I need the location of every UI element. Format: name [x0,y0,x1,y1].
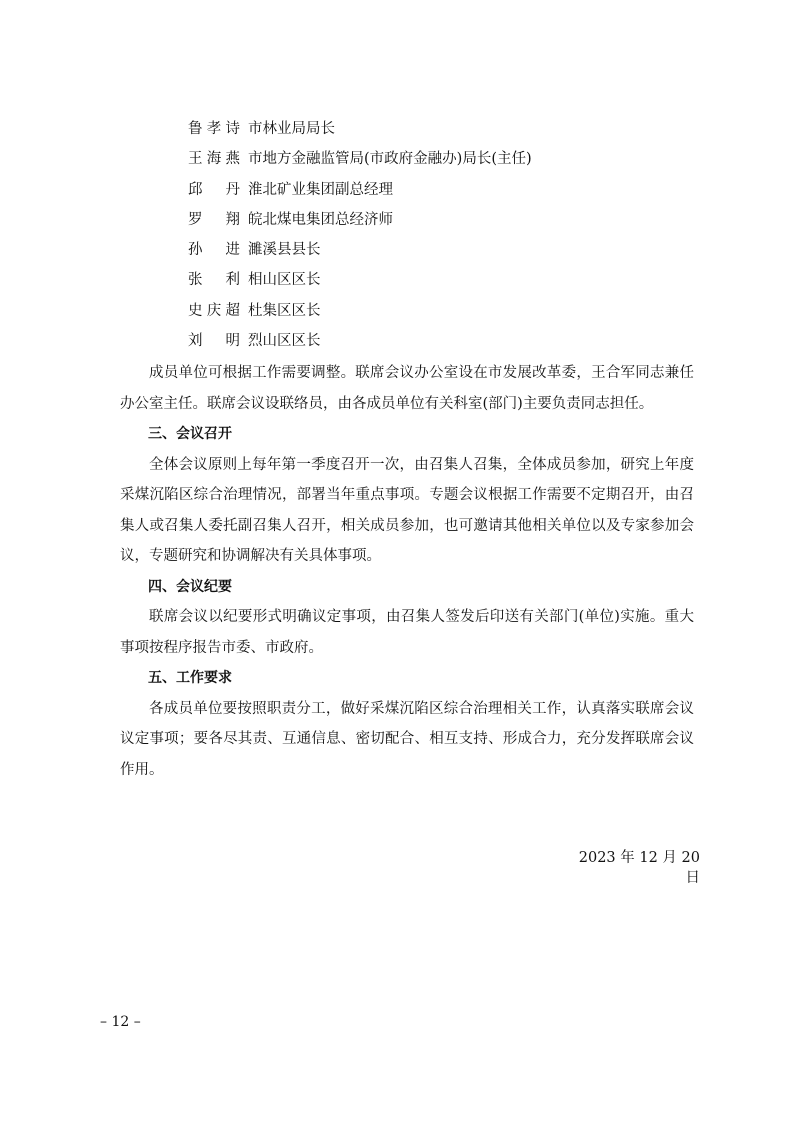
member-title: 濉溪县县长 [248,242,321,259]
member-list [188,114,532,356]
member-name: 王海燕 [188,151,240,168]
member-row [188,326,532,356]
document-date: 2023 年 12 月 20 日 [578,850,700,886]
member-name: 罗翔 [188,211,240,228]
member-title: 市地方金融监管局(市政府金融办)局长(主任) [248,151,532,168]
member-title: 市林业局局长 [248,121,335,137]
member-name: 张利 [188,272,240,289]
member-row [188,205,532,235]
member-title: 皖北煤电集团总经济师 [248,211,393,228]
member-row [188,235,532,265]
section-heading-meetings: 三、会议召开 [148,426,232,442]
member-row [188,144,532,174]
member-row [188,175,532,205]
member-title: 淮北矿业集团副总经理 [248,181,393,198]
member-name: 刘明 [188,333,240,350]
document-body [120,358,694,785]
member-name: 孙进 [188,242,240,259]
member-row [188,296,532,326]
section-heading-requirements: 五、工作要求 [148,670,232,686]
paragraph-meetings: 全体会议原则上每年第一季度召开一次，由召集人召集，全体成员参加，研究上年度采煤沉陷区综合治理情况，部署当年重点事项。专题会议根据工作需要不定期召开，由召集人或召集人委托副召集人召开，相关成员参加，也可邀请其他相关单位以及专家参加会议，专题研究和协调解决有关具体事项。 [120,456,694,564]
member-row [188,114,532,144]
paragraph-members-adjustment: 成员单位可根据工作需要调整。联席会议办公室设在市发展改革委，王合军同志兼任办公室主任。联席会议设联络员，由各成员单位有关科室(部门)主要负责同志担任。 [120,365,694,412]
page-number: – 12 – [100,1014,141,1030]
section-heading-minutes: 四、会议纪要 [148,578,232,595]
member-name: 鲁孝诗 [188,121,240,137]
member-name: 史庆超 [188,302,240,319]
member-row [188,265,532,295]
paragraph-requirements: 各成员单位要按照职责分工，做好采煤沉陷区综合治理相关工作，认真落实联席会议议定事项；要各尽其责、互通信息、密切配合、相互支持、形成合力，充分发挥联席会议作用。 [120,700,694,778]
member-title: 相山区区长 [248,272,321,289]
member-title: 烈山区区长 [248,333,321,350]
member-title: 杜集区区长 [248,302,321,319]
paragraph-minutes: 联席会议以纪要形式明确议定事项，由召集人签发后印送有关部门(单位)实施。重大事项按程序报告市委、市政府。 [120,609,694,656]
member-name: 邱丹 [188,181,240,198]
